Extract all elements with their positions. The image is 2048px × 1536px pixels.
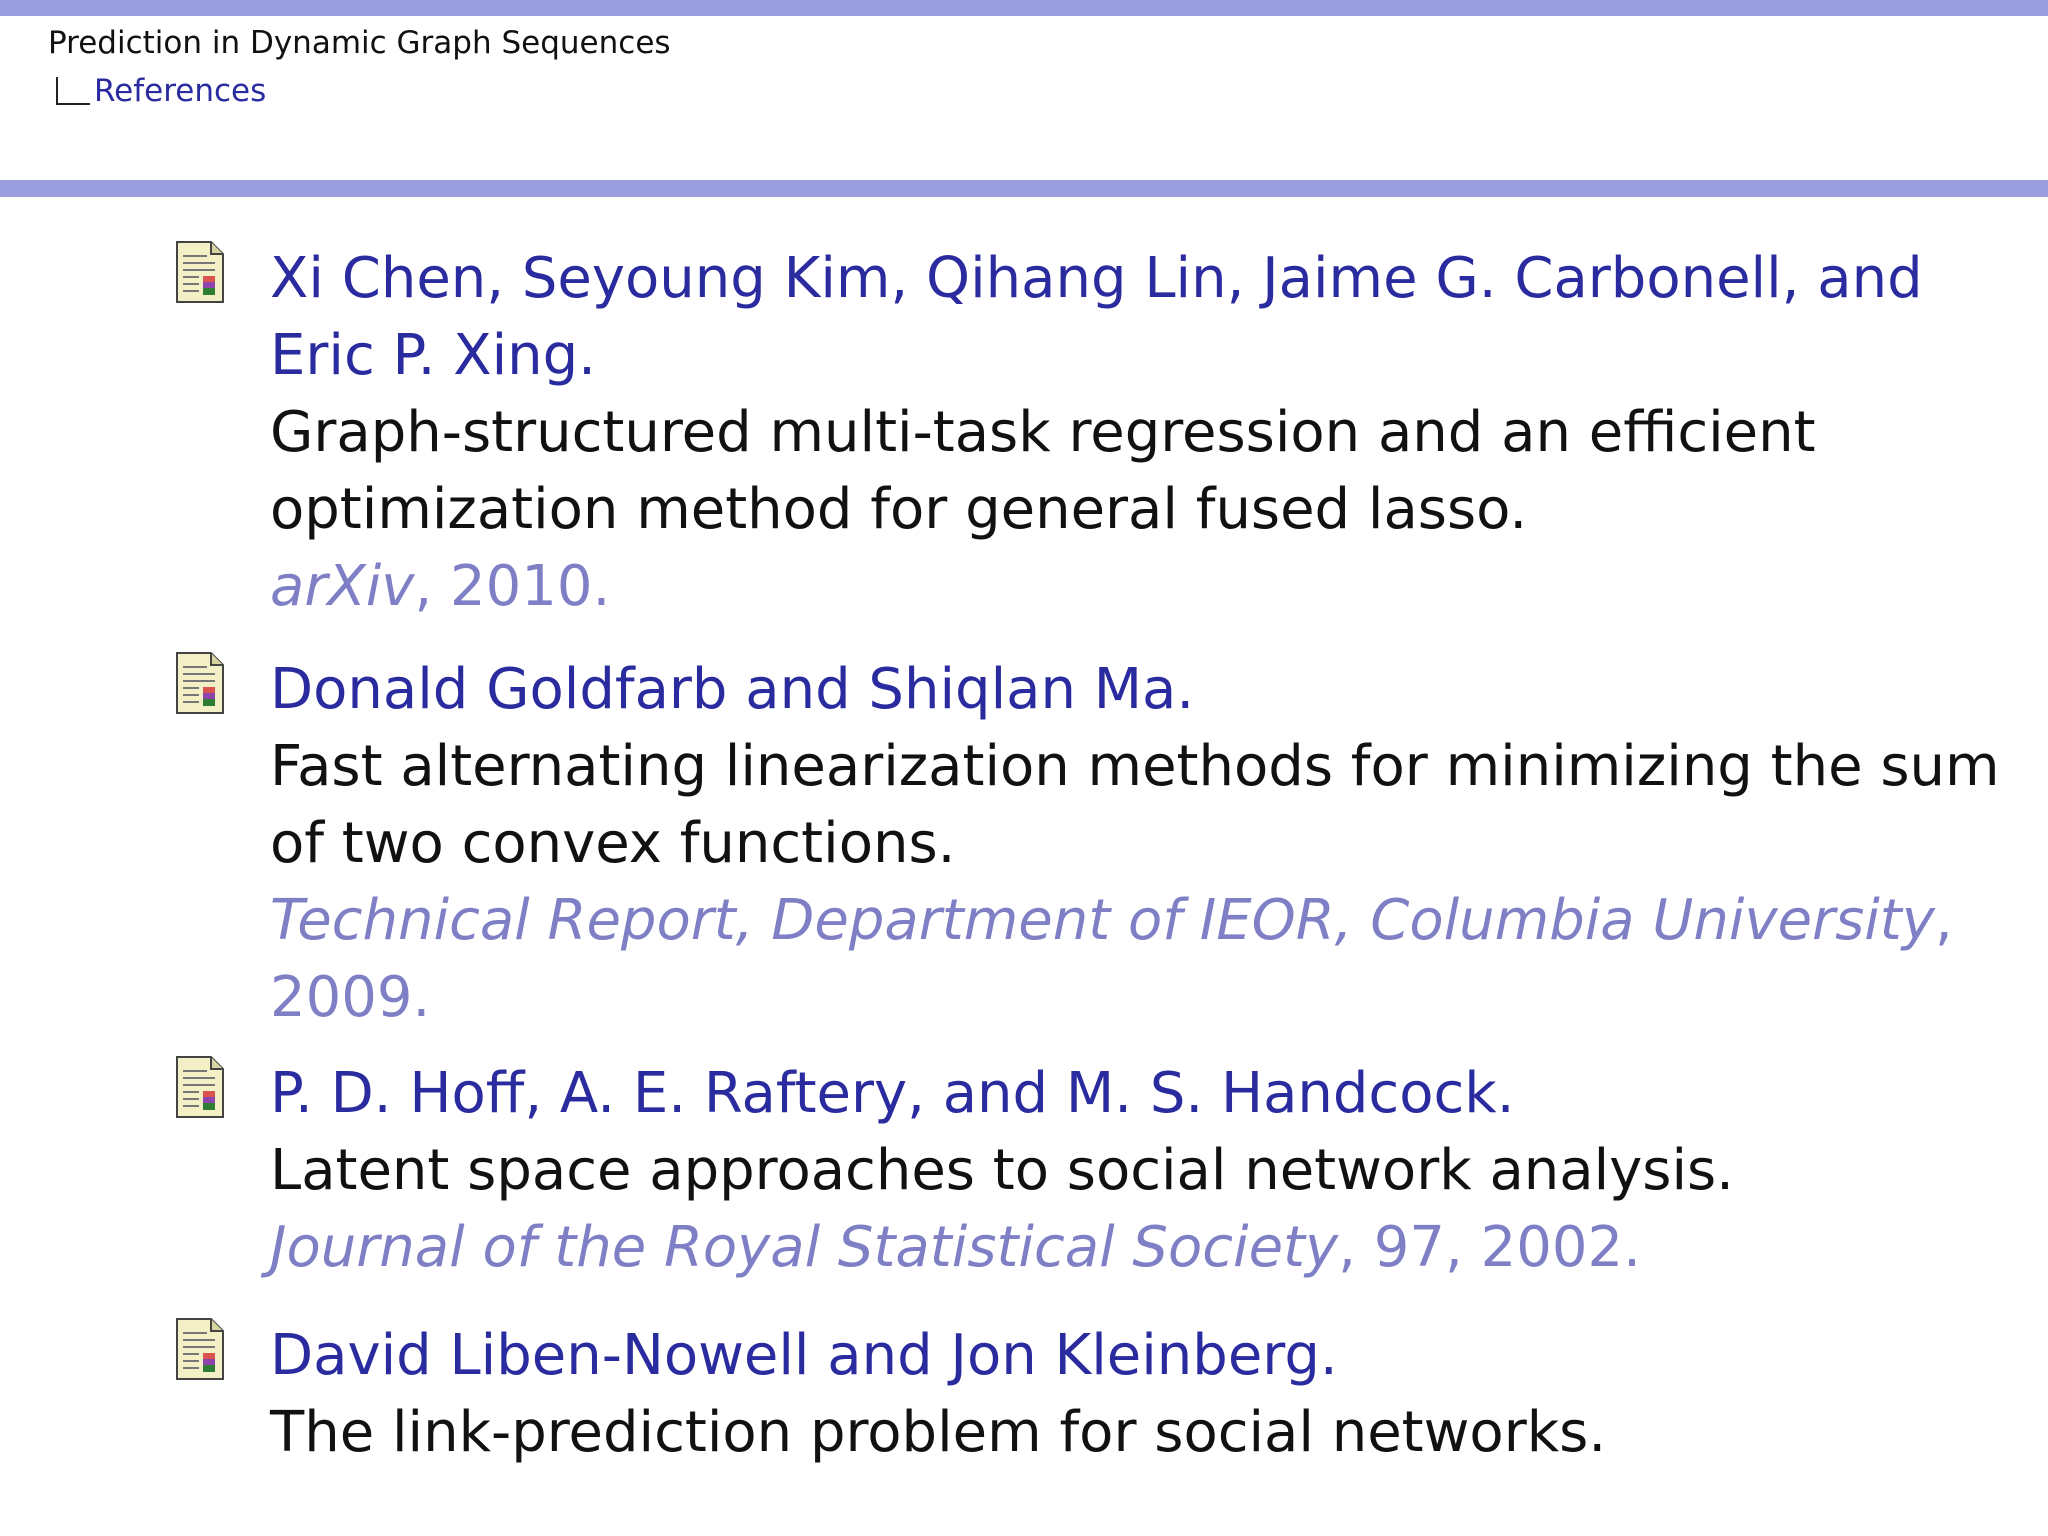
header-bottom-bar (0, 180, 2048, 197)
reference-venue-name: Technical Report, Department of IEOR, Columbia University (270, 888, 1935, 953)
reference-title: Graph-structured multi-task regression and an efficient (270, 400, 1816, 465)
article-icon (175, 1317, 225, 1381)
reference-text (270, 1055, 1870, 1286)
reference-text (270, 1317, 1870, 1471)
reference-venue-details: , 2010. (414, 554, 611, 619)
reference-authors: Xi Chen, Seyoung Kim, Qihang Lin, Jaime G. Carbonell, and (270, 246, 1923, 311)
reference-venue-details: , (1934, 888, 1953, 953)
section-title: References (94, 73, 267, 109)
reference-title: of two convex functions. (270, 811, 956, 876)
reference-venue-name: Journal of the Royal Statistical Society (270, 1215, 1339, 1280)
reference-authors: P. D. Hoff, A. E. Raftery, and M. S. Handcock. (270, 1061, 1515, 1126)
article-icon (175, 651, 225, 715)
reference-venue-year: 2009. (270, 965, 431, 1030)
reference-authors: David Liben-Nowell and Jon Kleinberg. (270, 1323, 1338, 1388)
reference-venue (270, 882, 1953, 959)
reference-title: optimization method for general fused lasso. (270, 477, 1528, 542)
reference-authors: Eric P. Xing. (270, 323, 596, 388)
article-icon (175, 240, 225, 304)
reference-venue (270, 1209, 1870, 1286)
reference-title: Latent space approaches to social network analysis. (270, 1138, 1734, 1203)
article-icon (175, 1055, 225, 1119)
breadcrumb (56, 65, 266, 117)
reference-title: The link-prediction problem for social networks. (270, 1400, 1607, 1465)
reference-venue-details: , 97, 2002. (1338, 1215, 1641, 1280)
reference-venue-name: arXiv (270, 554, 415, 619)
header-top-bar (0, 0, 2048, 16)
reference-text (270, 651, 2000, 1036)
reference-venue (270, 548, 1870, 625)
reference-authors: Donald Goldfarb and Shiqlan Ma. (270, 657, 1195, 722)
reference-text (270, 240, 1923, 625)
tree-connector-icon (56, 77, 90, 105)
presentation-title: Prediction in Dynamic Graph Sequences (48, 25, 671, 61)
reference-title: Fast alternating linearization methods for minimizing the sum (270, 734, 2000, 799)
